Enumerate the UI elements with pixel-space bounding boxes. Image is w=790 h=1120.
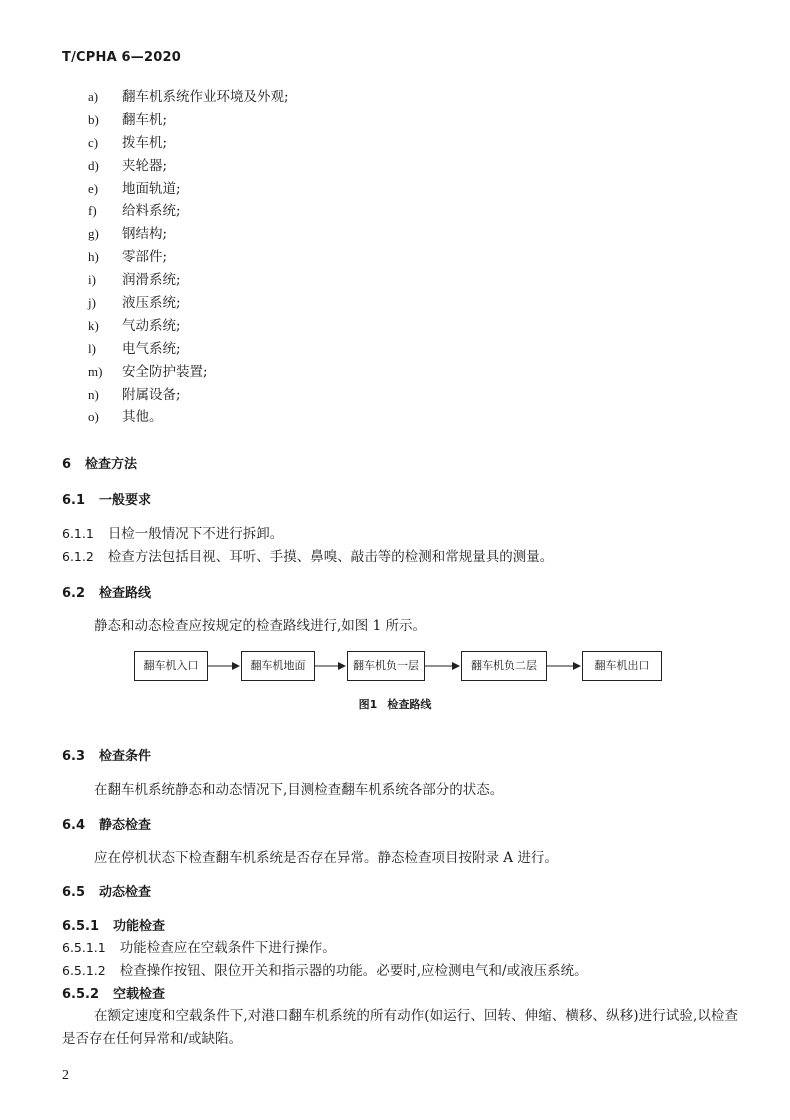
list-marker: k) (88, 317, 99, 333)
list-item (88, 292, 289, 315)
list-item (88, 315, 289, 338)
clause-number: 6.5.1.1 (62, 940, 106, 955)
section-6-4-heading (62, 814, 151, 833)
list-marker: f) (88, 203, 97, 219)
list-item (88, 384, 289, 407)
section-title: 一般要求 (99, 493, 152, 508)
clause-number: 6.1.1 (62, 526, 94, 541)
flow-box-entrance: 翻车机入口 (134, 651, 208, 681)
clause-6-1-1 (62, 522, 283, 542)
list-marker: h) (88, 249, 99, 265)
inspection-items-list (88, 86, 289, 429)
section-number: 6.5.2 (62, 987, 100, 1002)
section-6-5-2-paragraph: 在额定速度和空载条件下,对港口翻车机系统的所有动作(如运行、回转、伸缩、横移、纵移)进行试验,以检查是否存在任何异常和/或缺陷。 (62, 1008, 738, 1047)
section-number: 6.1 (62, 493, 86, 508)
list-item (88, 155, 289, 178)
list-item-text: 电气系统; (122, 340, 181, 357)
section-number: 6.5 (62, 885, 86, 900)
list-item (88, 223, 289, 246)
section-number: 6.3 (62, 749, 86, 764)
list-marker: c) (88, 134, 99, 150)
clause-text: 检查方法包括目视、耳听、手摸、鼻嗅、敲击等的检测和常规量具的测量。 (107, 549, 554, 565)
clause-6-5-1-2 (62, 959, 588, 979)
section-6-3-heading (62, 745, 151, 764)
list-marker: j) (88, 295, 96, 311)
section-6-heading (62, 453, 137, 472)
section-number: 6 (62, 457, 72, 472)
page-number: 2 (62, 1068, 69, 1083)
list-item (88, 361, 289, 384)
list-item-text: 钢结构; (122, 226, 168, 243)
section-6-5-2-heading (62, 983, 165, 1002)
document-id-header: T/CPHA 6—2020 (62, 50, 181, 65)
section-6-5-1-heading (62, 915, 165, 934)
section-title: 检查路线 (99, 586, 152, 601)
list-item (88, 178, 289, 201)
list-marker: g) (88, 226, 99, 242)
clause-6-1-2 (62, 545, 553, 565)
list-item (88, 338, 289, 361)
flow-box-basement-1: 翻车机负一层 (347, 651, 425, 681)
section-number: 6.4 (62, 818, 86, 833)
list-item-text: 附属设备; (122, 386, 181, 403)
list-item (88, 86, 289, 109)
list-item (88, 132, 289, 155)
clause-6-5-1-1 (62, 936, 336, 956)
list-item-text: 给料系统; (122, 203, 181, 220)
list-marker: b) (88, 111, 99, 127)
list-item-text: 地面轨道; (122, 180, 181, 197)
section-6-4-paragraph: 应在停机状态下检查翻车机系统是否存在异常。静态检查项目按附录 A 进行。 (94, 850, 558, 866)
flow-box-exit: 翻车机出口 (582, 651, 662, 681)
list-marker: l) (88, 340, 96, 356)
list-item-text: 翻车机系统作业环境及外观; (122, 89, 289, 105)
list-item-text: 其他。 (122, 409, 163, 426)
clause-number: 6.1.2 (62, 549, 94, 564)
list-item (88, 109, 289, 132)
list-item-text: 气动系统; (122, 317, 181, 334)
section-6-3-paragraph: 在翻车机系统静态和动态情况下,目测检查翻车机系统各部分的状态。 (94, 782, 504, 798)
section-title: 静态检查 (99, 818, 152, 833)
clause-text: 功能检查应在空载条件下进行操作。 (119, 940, 336, 956)
list-marker: e) (88, 180, 99, 196)
section-6-2-heading (62, 582, 151, 601)
flow-box-basement-2: 翻车机负二层 (461, 651, 547, 681)
list-item-text: 翻车机; (122, 111, 168, 128)
list-item (88, 269, 289, 292)
section-6-2-paragraph: 静态和动态检查应按规定的检查路线进行,如图 1 所示。 (94, 618, 426, 634)
section-6-5-heading (62, 881, 151, 900)
list-marker: d) (88, 157, 99, 173)
section-title: 检查方法 (85, 457, 138, 472)
list-marker: m) (88, 363, 103, 379)
list-marker: a) (88, 89, 99, 104)
list-item (88, 246, 289, 269)
clause-text: 日检一般情况下不进行拆卸。 (107, 526, 284, 542)
section-title: 动态检查 (99, 885, 152, 900)
flow-box-ground: 翻车机地面 (241, 651, 315, 681)
list-item (88, 406, 289, 429)
list-item-text: 拨车机; (122, 134, 168, 151)
list-item-text: 安全防护装置; (122, 363, 208, 380)
figure-title: 检查路线 (387, 698, 432, 711)
inspection-route-flowchart (134, 651, 662, 681)
section-number: 6.2 (62, 586, 86, 601)
figure-caption (0, 696, 790, 712)
list-item-text: 零部件; (122, 249, 168, 266)
section-6-1-heading (62, 489, 151, 508)
section-title: 空载检查 (113, 987, 166, 1002)
list-marker: n) (88, 386, 99, 402)
list-marker: i) (88, 272, 96, 288)
list-item-text: 液压系统; (122, 295, 181, 312)
section-title: 检查条件 (99, 749, 152, 764)
figure-number: 图1 (358, 698, 378, 711)
list-item-text: 润滑系统; (122, 272, 181, 289)
list-item (88, 200, 289, 223)
list-item-text: 夹轮器; (122, 157, 168, 174)
clause-number: 6.5.1.2 (62, 963, 106, 978)
list-marker: o) (88, 409, 99, 425)
section-title: 功能检查 (113, 919, 166, 934)
clause-text: 检查操作按钮、限位开关和指示器的功能。必要时,应检测电气和/或液压系统。 (119, 963, 588, 979)
section-number: 6.5.1 (62, 919, 100, 934)
